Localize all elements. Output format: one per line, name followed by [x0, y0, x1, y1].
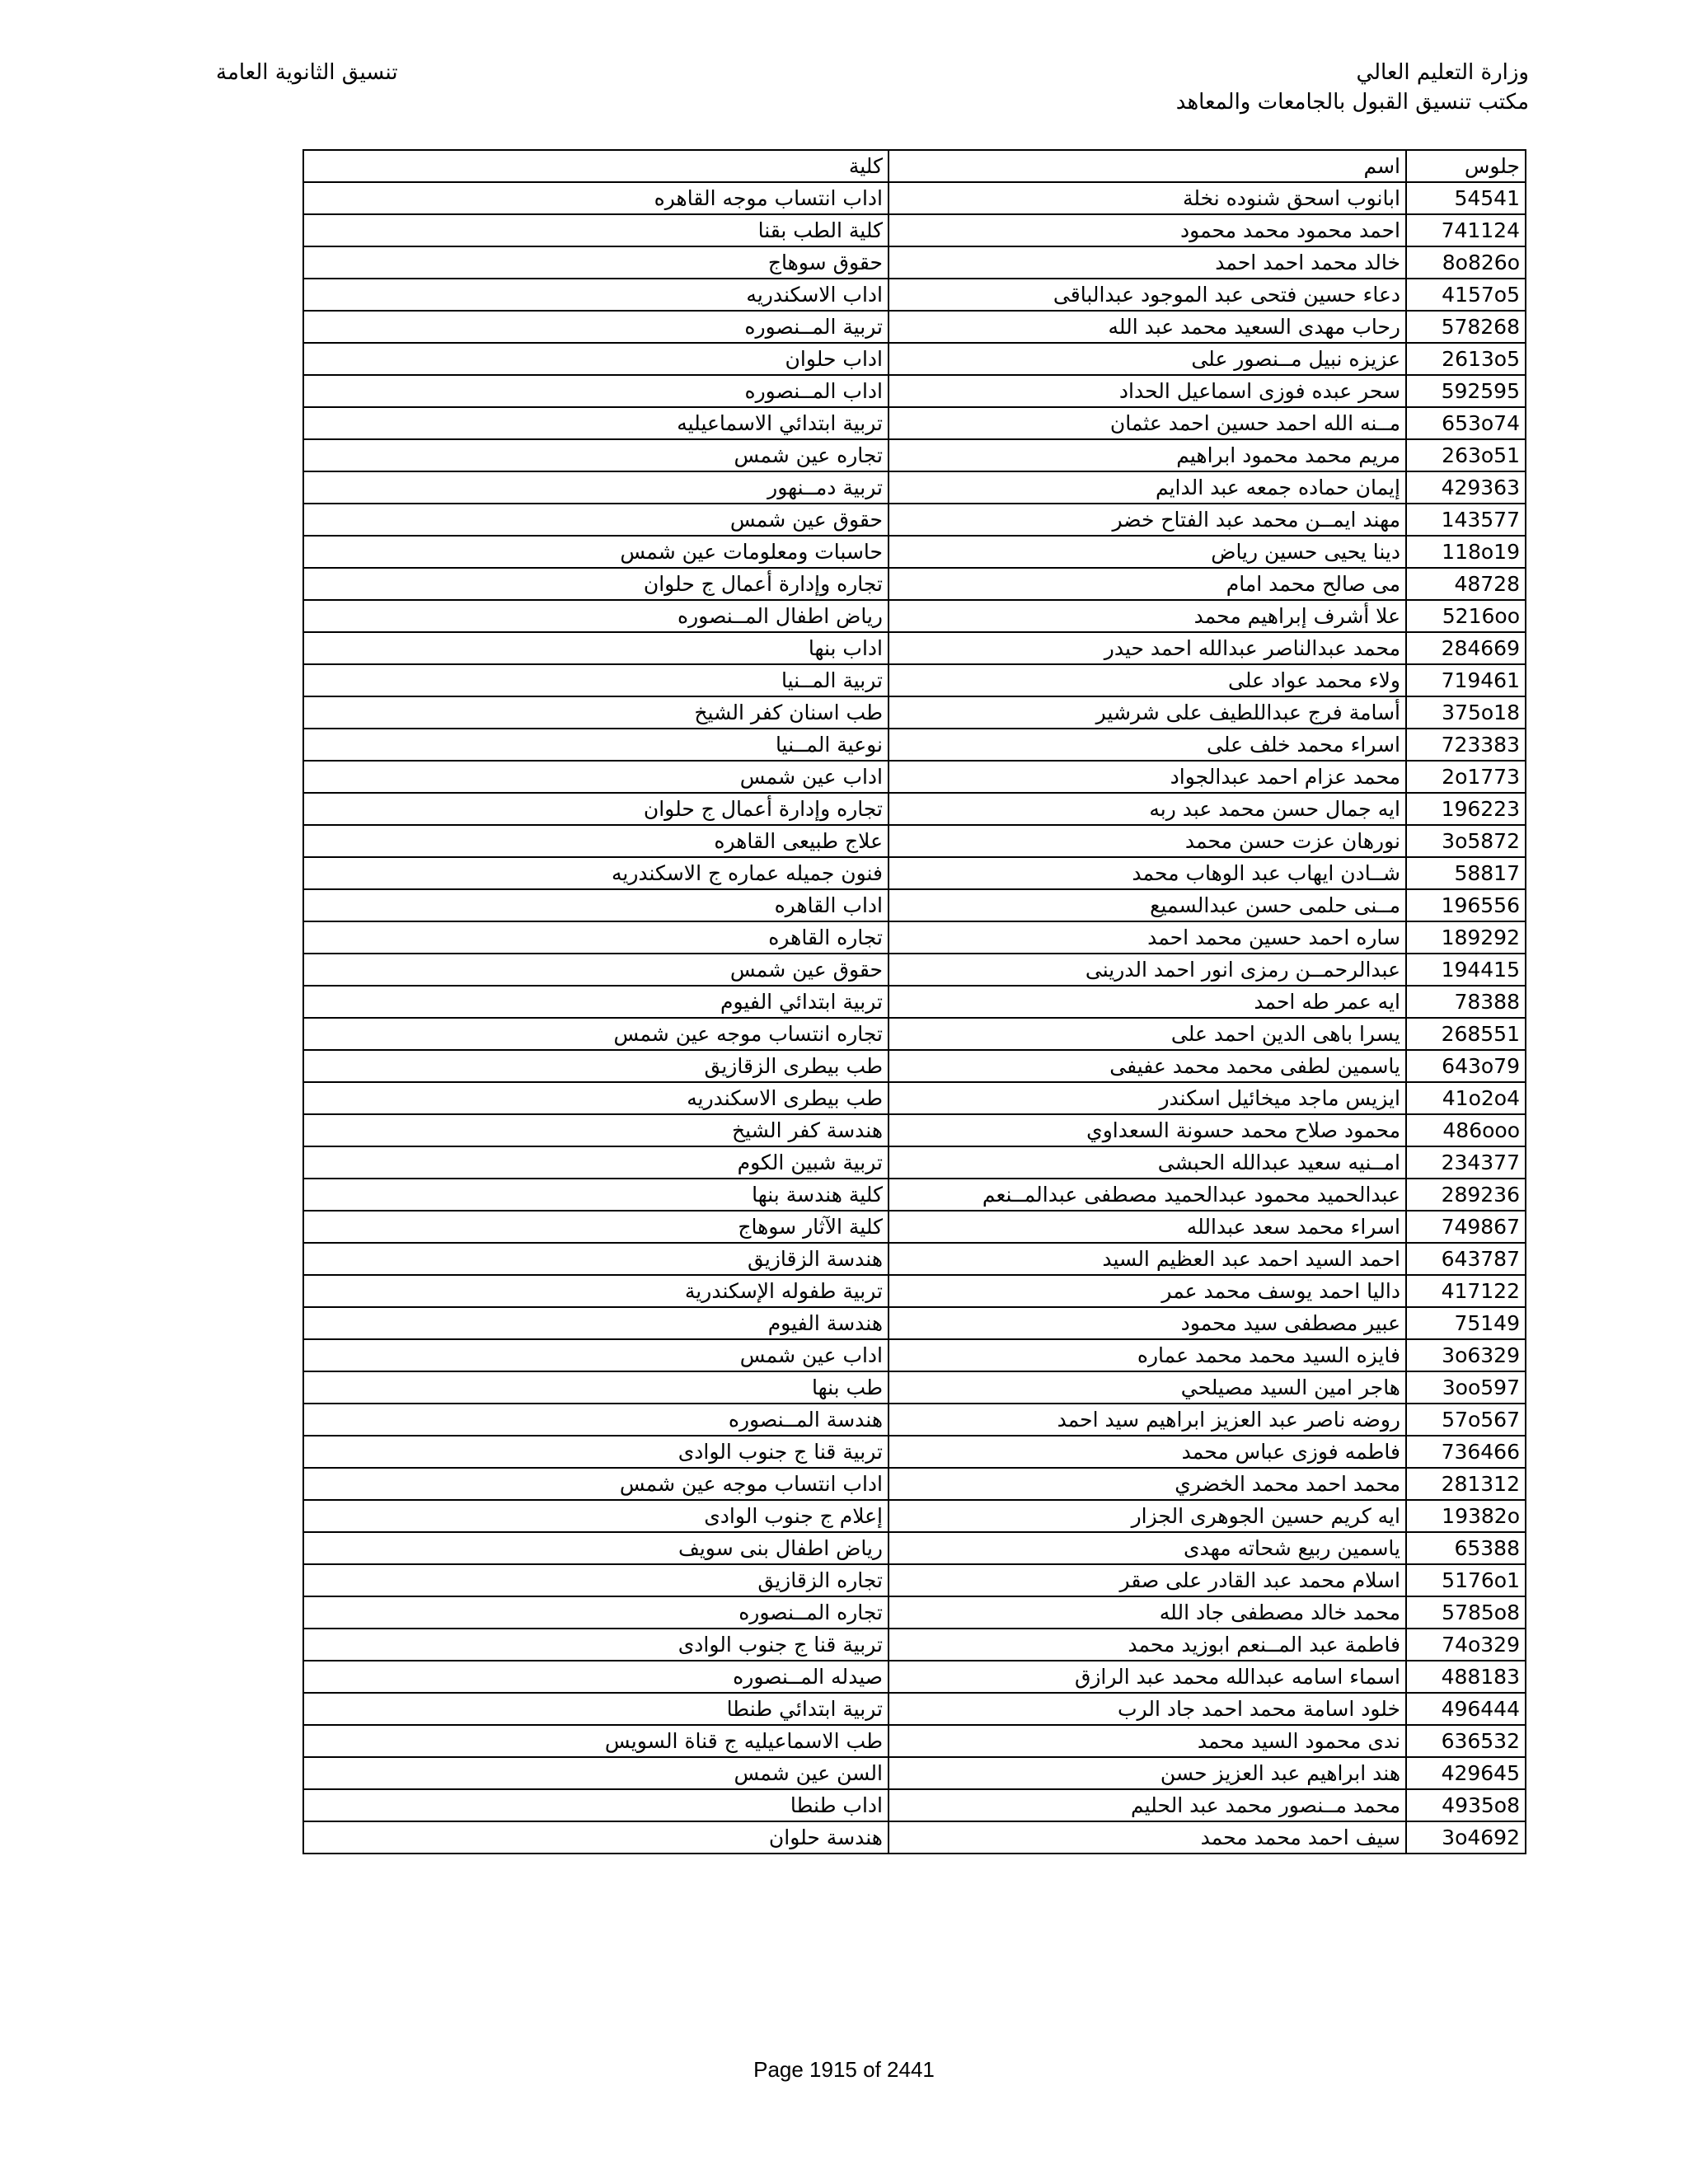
table-row	[303, 1179, 1526, 1211]
faculty-cell: تجاره وإدارة أعمال ج حلوان	[303, 568, 889, 600]
student-name-cell: عبدالرحمــن رمزى انور احمد الدرينى	[889, 954, 1406, 986]
seat-number-cell: 653o74	[1406, 407, 1526, 439]
seat-number-cell: 58817	[1406, 857, 1526, 889]
table-row	[303, 954, 1526, 986]
seat-number-cell: 194415	[1406, 954, 1526, 986]
faculty-cell: كلية الطب بقنا	[303, 214, 889, 246]
faculty-cell: حاسبات ومعلومات عين شمس	[303, 536, 889, 568]
table-row	[303, 246, 1526, 279]
student-name-cell: مريم محمد محمود ابراهيم	[889, 439, 1406, 471]
seat-number-cell: 636532	[1406, 1725, 1526, 1757]
seat-number-cell: 196223	[1406, 793, 1526, 825]
student-name-cell: مــنه الله احمد حسين احمد عثمان	[889, 407, 1406, 439]
faculty-cell: اداب انتساب موجه عين شمس	[303, 1468, 889, 1500]
student-name-cell: روضه ناصر عبد العزيز ابراهيم سيد احمد	[889, 1404, 1406, 1436]
student-name-cell: داليا احمد يوسف محمد عمر	[889, 1275, 1406, 1307]
seat-number-cell: 19382o	[1406, 1500, 1526, 1532]
student-name-cell: نورهان عزت حسن محمد	[889, 825, 1406, 857]
table-row	[303, 1629, 1526, 1661]
seat-number-cell: 749867	[1406, 1211, 1526, 1243]
faculty-cell: طب بيطرى الاسكندريه	[303, 1082, 889, 1114]
seat-number-cell: 48728	[1406, 568, 1526, 600]
faculty-cell: تجاره انتساب موجه عين شمس	[303, 1018, 889, 1050]
student-name-cell: اسراء محمد سعد عبدالله	[889, 1211, 1406, 1243]
seat-number-cell: 3oo597	[1406, 1371, 1526, 1404]
table-row	[303, 1821, 1526, 1854]
seat-number-cell: 2o1773	[1406, 761, 1526, 793]
seat-number-cell: 65388	[1406, 1532, 1526, 1564]
student-name-cell: اسلام محمد عبد القادر على صقر	[889, 1564, 1406, 1596]
student-name-cell: فايزه السيد محمد محمد عماره	[889, 1339, 1406, 1371]
faculty-cell: تربية ابتدائي الفيوم	[303, 986, 889, 1018]
table-row	[303, 889, 1526, 921]
student-name-cell: دينا يحيى حسين رياض	[889, 536, 1406, 568]
faculty-cell: هندسة الفيوم	[303, 1307, 889, 1339]
table-row	[303, 729, 1526, 761]
faculty-cell: تربية قنا ج جنوب الوادى	[303, 1629, 889, 1661]
table-row	[303, 439, 1526, 471]
student-name-cell: ايه جمال حسن محمد عبد ربه	[889, 793, 1406, 825]
table-row	[303, 1307, 1526, 1339]
student-name-cell: ياسمين لطفى محمد محمد عفيفى	[889, 1050, 1406, 1082]
faculty-cell: تربية طفوله الإسكندرية	[303, 1275, 889, 1307]
table-row	[303, 1275, 1526, 1307]
table-row	[303, 1404, 1526, 1436]
seat-number-cell: 78388	[1406, 986, 1526, 1018]
faculty-cell: تربية ابتدائي طنطا	[303, 1693, 889, 1725]
seat-number-cell: 74o329	[1406, 1629, 1526, 1661]
seat-number-cell: 719461	[1406, 664, 1526, 696]
table-row	[303, 343, 1526, 375]
table-row	[303, 1757, 1526, 1789]
seat-number-cell: 417122	[1406, 1275, 1526, 1307]
faculty-cell: صيدله المــنصوره	[303, 1661, 889, 1693]
table-row	[303, 664, 1526, 696]
seat-number-cell: 741124	[1406, 214, 1526, 246]
faculty-cell: رياض اطفال بنى سويف	[303, 1532, 889, 1564]
faculty-cell: اداب الاسكندريه	[303, 279, 889, 311]
seat-number-cell: 54541	[1406, 182, 1526, 214]
faculty-cell: تربية قنا ج جنوب الوادى	[303, 1436, 889, 1468]
student-name-cell: مــنى حلمى حسن عبدالسميع	[889, 889, 1406, 921]
seat-number-cell: 5176o1	[1406, 1564, 1526, 1596]
student-name-cell: محمود صلاح محمد حسونة السعداوي	[889, 1114, 1406, 1146]
seat-number-cell: 284669	[1406, 632, 1526, 664]
faculty-cell: طب اسنان كفر الشيخ	[303, 696, 889, 729]
seat-number-cell: 196556	[1406, 889, 1526, 921]
table-row	[303, 1114, 1526, 1146]
table-row	[303, 1371, 1526, 1404]
table-body	[303, 150, 1526, 1854]
table-row	[303, 311, 1526, 343]
student-name-cell: ايه عمر طه احمد	[889, 986, 1406, 1018]
page-number: Page 1915 of 2441	[753, 2057, 935, 2082]
faculty-cell: تربية المــنيا	[303, 664, 889, 696]
faculty-cell: هندسة حلوان	[303, 1821, 889, 1854]
student-name-cell: عزيزه نبيل مــنصور على	[889, 343, 1406, 375]
table-row	[303, 793, 1526, 825]
seat-number-cell: 8o826o	[1406, 246, 1526, 279]
table-row	[303, 1500, 1526, 1532]
faculty-cell: اداب عين شمس	[303, 761, 889, 793]
table-header-row	[303, 150, 1526, 182]
student-name-cell: يسرا باهى الدين احمد على	[889, 1018, 1406, 1050]
faculty-cell: تربية شبين الكوم	[303, 1146, 889, 1179]
table-row	[303, 761, 1526, 793]
seat-number-cell: 723383	[1406, 729, 1526, 761]
faculty-cell: علاج طبيعى القاهره	[303, 825, 889, 857]
seat-number-cell: 3o5872	[1406, 825, 1526, 857]
seat-number-cell: 3o6329	[1406, 1339, 1526, 1371]
seat-number-cell: 57o567	[1406, 1404, 1526, 1436]
faculty-cell: كلية هندسة بنها	[303, 1179, 889, 1211]
seat-number-cell: 3o4692	[1406, 1821, 1526, 1854]
faculty-cell: اداب طنطا	[303, 1789, 889, 1821]
seat-number-cell: 736466	[1406, 1436, 1526, 1468]
faculty-cell: اداب انتساب موجه القاهره	[303, 182, 889, 214]
faculty-cell: تجاره وإدارة أعمال ج حلوان	[303, 793, 889, 825]
seat-number-cell: 488183	[1406, 1661, 1526, 1693]
seat-number-cell: 281312	[1406, 1468, 1526, 1500]
faculty-cell: هندسة كفر الشيخ	[303, 1114, 889, 1146]
faculty-cell: طب بنها	[303, 1371, 889, 1404]
student-name-cell: فاطمه فوزى عباس محمد	[889, 1436, 1406, 1468]
student-name-cell: ايه كريم حسين الجوهرى الجزار	[889, 1500, 1406, 1532]
seat-number-cell: 486ooo	[1406, 1114, 1526, 1146]
seat-number-cell: 643o79	[1406, 1050, 1526, 1082]
table-row	[303, 1146, 1526, 1179]
student-name-cell: عبير مصطفى سيد محمود	[889, 1307, 1406, 1339]
table-row	[303, 1211, 1526, 1243]
column-header-faculty: كلية	[303, 150, 889, 182]
table-row	[303, 471, 1526, 504]
faculty-cell: كلية الآثار سوهاج	[303, 1211, 889, 1243]
table-row	[303, 1532, 1526, 1564]
faculty-cell: اداب المــنصوره	[303, 375, 889, 407]
faculty-cell: حقوق سوهاج	[303, 246, 889, 279]
faculty-cell: طب الاسماعيليه ج قناة السويس	[303, 1725, 889, 1757]
faculty-cell: نوعية المــنيا	[303, 729, 889, 761]
seat-number-cell: 578268	[1406, 311, 1526, 343]
faculty-cell: تربية المــنصوره	[303, 311, 889, 343]
student-name-cell: ندى محمود السيد محمد	[889, 1725, 1406, 1757]
faculty-cell: هندسة الزقازيق	[303, 1243, 889, 1275]
column-header-name: اسم	[889, 150, 1406, 182]
faculty-cell: طب بيطرى الزقازيق	[303, 1050, 889, 1082]
column-header-seat: جلوس	[1406, 150, 1526, 182]
student-name-cell: ايزيس ماجد ميخائيل اسكندر	[889, 1082, 1406, 1114]
seat-number-cell: 5785o8	[1406, 1596, 1526, 1629]
faculty-cell: تجاره المــنصوره	[303, 1596, 889, 1629]
table-row	[303, 1050, 1526, 1082]
student-name-cell: احمد السيد احمد عبد العظيم السيد	[889, 1243, 1406, 1275]
student-name-cell: خالد محمد احمد احمد	[889, 246, 1406, 279]
table-row	[303, 632, 1526, 664]
faculty-cell: تجاره الزقازيق	[303, 1564, 889, 1596]
faculty-cell: تجاره عين شمس	[303, 439, 889, 471]
seat-number-cell: 2613o5	[1406, 343, 1526, 375]
table-row	[303, 504, 1526, 536]
seat-number-cell: 5216oo	[1406, 600, 1526, 632]
table-row	[303, 825, 1526, 857]
student-name-cell: هاجر امين السيد مصيلحي	[889, 1371, 1406, 1404]
seat-number-cell: 643787	[1406, 1243, 1526, 1275]
student-name-cell: دعاء حسين فتحى عبد الموجود عبدالباقى	[889, 279, 1406, 311]
table-row	[303, 279, 1526, 311]
seat-number-cell: 268551	[1406, 1018, 1526, 1050]
table-row	[303, 1243, 1526, 1275]
table-row	[303, 600, 1526, 632]
student-name-cell: ساره احمد حسين محمد احمد	[889, 921, 1406, 954]
seat-number-cell: 118o19	[1406, 536, 1526, 568]
student-name-cell: ابانوب اسحق شنوده نخلة	[889, 182, 1406, 214]
table-row	[303, 407, 1526, 439]
faculty-cell: اداب القاهره	[303, 889, 889, 921]
table-row	[303, 1693, 1526, 1725]
student-name-cell: عبدالحميد محمود عبدالحميد مصطفى عبدالمــنعم	[889, 1179, 1406, 1211]
seat-number-cell: 375o18	[1406, 696, 1526, 729]
table-row	[303, 1468, 1526, 1500]
table-row	[303, 536, 1526, 568]
table-row	[303, 986, 1526, 1018]
student-name-cell: مهند ايمــن محمد عبد الفتاح خضر	[889, 504, 1406, 536]
student-name-cell: اسماء اسامه عبدالله محمد عبد الرازق	[889, 1661, 1406, 1693]
header-section: تنسيق الثانوية العامة	[216, 60, 398, 85]
table-row	[303, 1082, 1526, 1114]
student-name-cell: محمد مــنصور محمد عبد الحليم	[889, 1789, 1406, 1821]
student-name-cell: محمد خالد مصطفى جاد الله	[889, 1596, 1406, 1629]
student-name-cell: سيف احمد محمد محمد	[889, 1821, 1406, 1854]
seat-number-cell: 189292	[1406, 921, 1526, 954]
student-name-cell: محمد عبدالناصر عبدالله احمد حيدر	[889, 632, 1406, 664]
table-row	[303, 1436, 1526, 1468]
seat-number-cell: 429363	[1406, 471, 1526, 504]
seat-number-cell: 4935o8	[1406, 1789, 1526, 1821]
table-row	[303, 1018, 1526, 1050]
table-row	[303, 214, 1526, 246]
header-ministry: وزارة التعليم العالي	[1356, 60, 1529, 85]
faculty-cell: حقوق عين شمس	[303, 954, 889, 986]
student-name-cell: امــنيه سعيد عبدالله الحبشى	[889, 1146, 1406, 1179]
seat-number-cell: 496444	[1406, 1693, 1526, 1725]
faculty-cell: حقوق عين شمس	[303, 504, 889, 536]
seat-number-cell: 75149	[1406, 1307, 1526, 1339]
table-row	[303, 1339, 1526, 1371]
seat-number-cell: 429645	[1406, 1757, 1526, 1789]
faculty-cell: تجاره القاهره	[303, 921, 889, 954]
student-name-cell: شــادن ايهاب عبد الوهاب محمد	[889, 857, 1406, 889]
table-row	[303, 1725, 1526, 1757]
header-office: مكتب تنسيق القبول بالجامعات والمعاهد	[1175, 90, 1529, 115]
student-name-cell: ولاء محمد عواد على	[889, 664, 1406, 696]
table-row	[303, 857, 1526, 889]
faculty-cell: تربية دمــنهور	[303, 471, 889, 504]
faculty-cell: اداب عين شمس	[303, 1339, 889, 1371]
header-ministry-block	[1176, 58, 1529, 117]
student-name-cell: خلود اسامة محمد احمد جاد الرب	[889, 1693, 1406, 1725]
table-row	[303, 568, 1526, 600]
student-name-cell: محمد احمد محمد الخضري	[889, 1468, 1406, 1500]
table-row	[303, 182, 1526, 214]
student-name-cell: رحاب مهدى السعيد محمد عبد الله	[889, 311, 1406, 343]
faculty-cell: هندسة المــنصوره	[303, 1404, 889, 1436]
faculty-cell: تربية ابتدائي الاسماعيليه	[303, 407, 889, 439]
seat-number-cell: 234377	[1406, 1146, 1526, 1179]
table-row	[303, 375, 1526, 407]
seat-number-cell: 263o51	[1406, 439, 1526, 471]
student-name-cell: هند ابراهيم عبد العزيز حسن	[889, 1757, 1406, 1789]
student-name-cell: سحر عبده فوزى اسماعيل الحداد	[889, 375, 1406, 407]
faculty-cell: إعلام ج جنوب الوادى	[303, 1500, 889, 1532]
student-name-cell: ياسمين ربيع شحاته مهدى	[889, 1532, 1406, 1564]
faculty-cell: اداب حلوان	[303, 343, 889, 375]
faculty-cell: السن عين شمس	[303, 1757, 889, 1789]
student-name-cell: اسراء محمد خلف على	[889, 729, 1406, 761]
student-name-cell: محمد عزام احمد عبدالجواد	[889, 761, 1406, 793]
student-name-cell: إيمان حماده جمعه عبد الدايم	[889, 471, 1406, 504]
seat-number-cell: 143577	[1406, 504, 1526, 536]
seat-number-cell: 592595	[1406, 375, 1526, 407]
faculty-cell: رياض اطفال المــنصوره	[303, 600, 889, 632]
table-row	[303, 1596, 1526, 1629]
student-name-cell: احمد محمود محمد محمود	[889, 214, 1406, 246]
table-row	[303, 1661, 1526, 1693]
seat-number-cell: 4157o5	[1406, 279, 1526, 311]
admissions-table	[302, 149, 1526, 1854]
table-row	[303, 1564, 1526, 1596]
seat-number-cell: 289236	[1406, 1179, 1526, 1211]
faculty-cell: اداب بنها	[303, 632, 889, 664]
faculty-cell: فنون جميله عماره ج الاسكندريه	[303, 857, 889, 889]
table-row	[303, 1789, 1526, 1821]
table-row	[303, 921, 1526, 954]
seat-number-cell: 41o2o4	[1406, 1082, 1526, 1114]
student-name-cell: مى صالح محمد امام	[889, 568, 1406, 600]
student-name-cell: علا أشرف إبراهيم محمد	[889, 600, 1406, 632]
student-name-cell: فاطمة عبد المــنعم ابوزيد محمد	[889, 1629, 1406, 1661]
table-row	[303, 696, 1526, 729]
student-name-cell: أسامة فرج عبداللطيف على شرشير	[889, 696, 1406, 729]
